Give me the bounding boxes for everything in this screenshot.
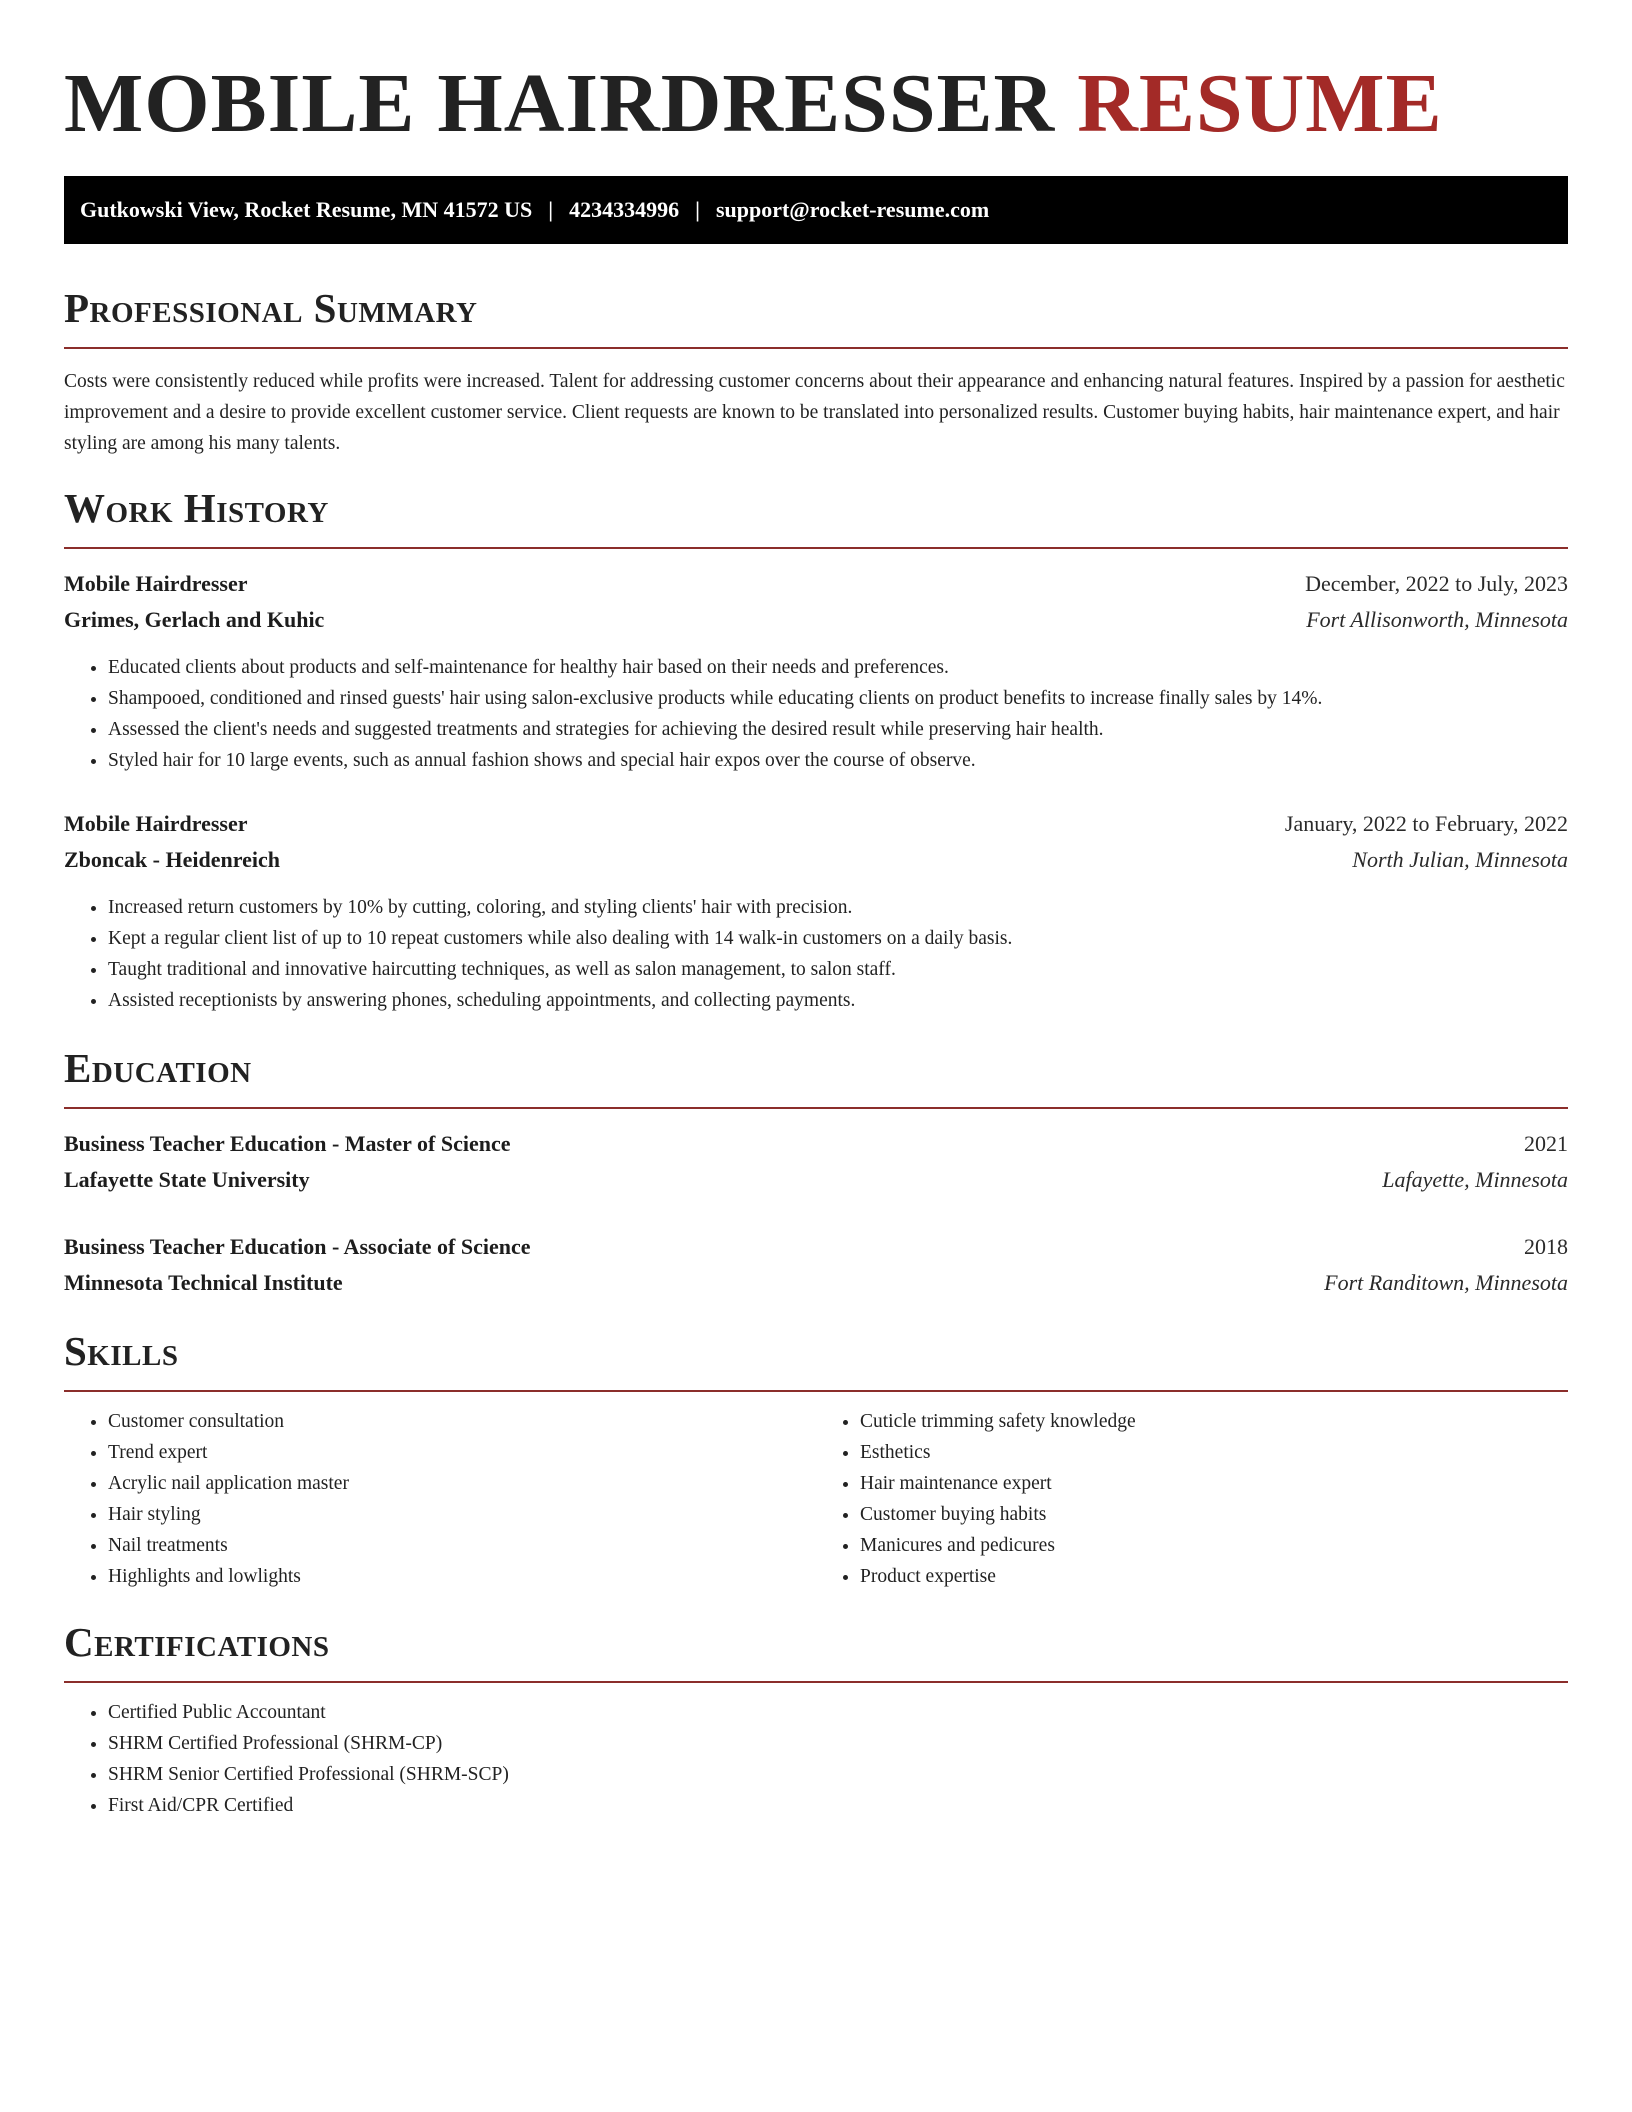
summary-text: Costs were consistently reduced while profits were increased. Talent for addressing customer concerns about their appearance and enhancing natural features. Inspired by a passion for aesthetic improvement and a desire to provide excellent customer service. Client requests are known to be translated into personalized results. Customer buying habits, hair maintenance expert, and hair styling are among his many talents. xyxy=(64,371,1565,454)
list-item: • Cuticle trimming safety knowledge xyxy=(860,1406,1568,1437)
job-entry xyxy=(64,566,1568,638)
list-item: • Hair styling xyxy=(108,1499,816,1530)
job-bullets xyxy=(64,652,1568,776)
section-rule xyxy=(64,547,1568,549)
work-section-header xyxy=(64,483,1568,533)
skills-section-header xyxy=(64,1326,1568,1376)
certifications-section-header xyxy=(64,1617,1568,1667)
contact-separator: | xyxy=(695,197,700,222)
education-entry xyxy=(64,1229,1568,1301)
contact-phone: 4234334996 xyxy=(569,197,680,222)
list-item: • Product expertise xyxy=(860,1561,1568,1592)
education-location: Lafayette, Minnesota xyxy=(1382,1167,1568,1192)
skills-column-left xyxy=(64,1406,816,1592)
list-item: • Manicures and pedicures xyxy=(860,1530,1568,1561)
list-item: • Hair maintenance expert xyxy=(860,1468,1568,1499)
section-rule xyxy=(64,1107,1568,1109)
title-main: MOBILE HAIRDRESSER xyxy=(64,57,1078,150)
job-company: Grimes, Gerlach and Kuhic xyxy=(64,607,325,632)
contact-address: Gutkowski View, Rocket Resume, MN 41572 US xyxy=(80,197,533,222)
section-title-summary: Professional Summary xyxy=(64,285,478,331)
section-title-education: Education xyxy=(64,1045,252,1091)
list-item: • Esthetics xyxy=(860,1437,1568,1468)
education-degree: Business Teacher Education - Associate of Science xyxy=(64,1234,531,1259)
list-item: • Highlights and lowlights xyxy=(108,1561,816,1592)
job-bullets xyxy=(64,892,1568,1016)
job-dates: January, 2022 to February, 2022 xyxy=(1284,811,1568,836)
job-entry xyxy=(64,806,1568,878)
list-item: • Styled hair for 10 large events, such as annual fashion shows and special hair expos over the course of observe. xyxy=(108,745,1568,776)
list-item: • Acrylic nail application master xyxy=(108,1468,816,1499)
contact-separator: | xyxy=(548,197,554,222)
section-title-work: Work History xyxy=(64,485,329,531)
list-item: • Certified Public Accountant xyxy=(108,1697,1568,1728)
job-location: Fort Allisonworth, Minnesota xyxy=(1306,607,1568,632)
education-section-header xyxy=(64,1043,1568,1093)
education-year: 2021 xyxy=(1524,1131,1568,1156)
contact-email: support@rocket-resume.com xyxy=(715,197,990,222)
education-year: 2018 xyxy=(1524,1234,1568,1259)
section-rule xyxy=(64,347,1568,349)
education-location: Fort Randitown, Minnesota xyxy=(1324,1270,1568,1295)
list-item: • Increased return customers by 10% by cutting, coloring, and styling clients' hair with precision. xyxy=(108,892,1568,923)
section-rule xyxy=(64,1681,1568,1683)
section-title-certifications: Certifications xyxy=(64,1619,330,1665)
list-item: • Nail treatments xyxy=(108,1530,816,1561)
list-item: • Assisted receptionists by answering phones, scheduling appointments, and collecting payments. xyxy=(108,985,1568,1016)
skills-column-right xyxy=(816,1406,1568,1592)
list-item: • Customer consultation xyxy=(108,1406,816,1437)
list-item: • Kept a regular client list of up to 10 repeat customers while also dealing with 14 walk-in customers on a daily basis. xyxy=(108,923,1568,954)
list-item: • SHRM Senior Certified Professional (SHRM-SCP) xyxy=(108,1759,1568,1790)
job-title: Mobile Hairdresser xyxy=(64,811,248,836)
list-item: • Taught traditional and innovative haircutting techniques, as well as salon management, to salon staff. xyxy=(108,954,1568,985)
section-title-skills: Skills xyxy=(64,1328,179,1374)
education-school: Lafayette State University xyxy=(64,1167,310,1192)
job-company: Zboncak - Heidenreich xyxy=(64,847,280,872)
list-item: • Shampooed, conditioned and rinsed guests' hair using salon-exclusive products while educating clients on product benefits to increase finally sales by 14%. xyxy=(108,683,1568,714)
title-accent: RESUME xyxy=(1077,57,1443,150)
education-entry xyxy=(64,1126,1568,1198)
certifications-list xyxy=(64,1697,1568,1821)
job-dates: December, 2022 to July, 2023 xyxy=(1305,571,1568,596)
list-item: • Customer buying habits xyxy=(860,1499,1568,1530)
job-location: North Julian, Minnesota xyxy=(1352,847,1568,872)
list-item: • First Aid/CPR Certified xyxy=(108,1790,1568,1821)
resume-title xyxy=(64,0,1568,176)
list-item: • Assessed the client's needs and suggested treatments and strategies for achieving the desired result while preserving hair health. xyxy=(108,714,1568,745)
list-item: • Educated clients about products and self-maintenance for healthy hair based on their needs and preferences. xyxy=(108,652,1568,683)
list-item: • Trend expert xyxy=(108,1437,816,1468)
contact-bar xyxy=(64,176,1568,244)
job-title: Mobile Hairdresser xyxy=(64,571,248,596)
education-degree: Business Teacher Education - Master of Science xyxy=(64,1131,511,1156)
education-school: Minnesota Technical Institute xyxy=(64,1270,343,1295)
section-rule xyxy=(64,1390,1568,1392)
skills-list xyxy=(64,1406,1568,1592)
list-item: • SHRM Certified Professional (SHRM-CP) xyxy=(108,1728,1568,1759)
summary-section xyxy=(64,283,1568,333)
